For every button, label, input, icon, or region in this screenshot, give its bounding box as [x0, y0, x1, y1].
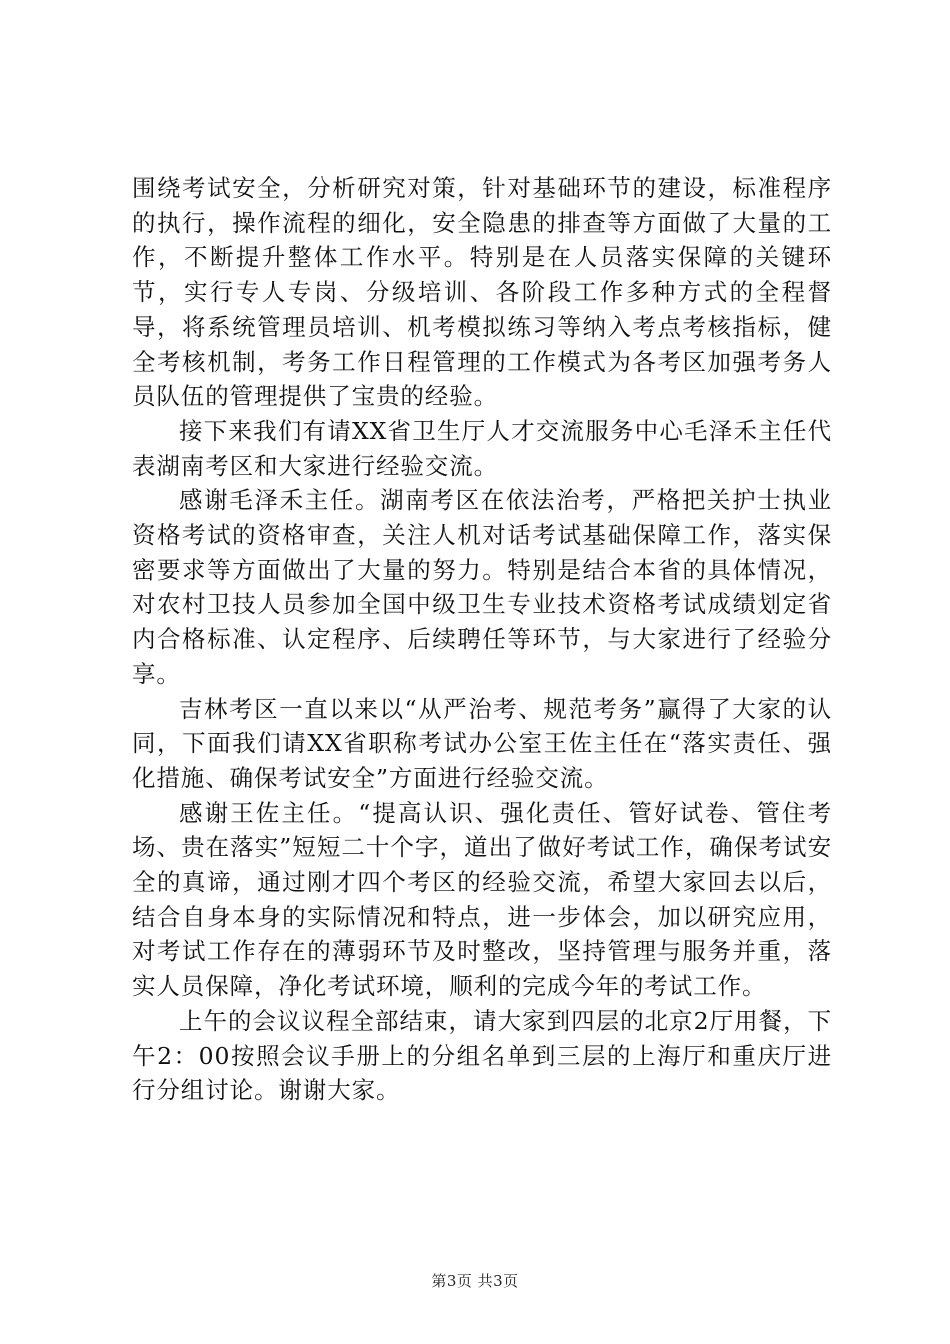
- document-body: [132, 171, 832, 1108]
- paragraph-continued: 围绕考试安全，分析研究对策，针对基础环节的建设，标准程序的执行，操作流程的细化，安全隐患的排查等方面做了大量的工作，不断提升整体工作水平。特别是在人员落实保障的关键环节，实行专人专岗、分级培训、各阶段工作多种方式的全程督导，将系统管理员培训、机考模拟练习等纳入考点考核指标，健全考核机制，考务工作日程管理的工作模式为各考区加强考务人员队伍的管理提供了宝贵的经验。: [132, 174, 832, 411]
- paragraph-jilin-thanks: 感谢王佐主任。“提高认识、强化责任、管好试卷、管住考场、贵在落实”短短二十个字，道出了做好考试工作，确保考试安全的真谛，通过刚才四个考区的经验交流，希望大家回去以后，结合自身本身的实际情况和特点，进一步体会，加以研究应用，对考试工作存在的薄弱环节及时整改，坚持管理与服务并重，落实人员保障，净化考试环境，顺利的完成今年的考试工作。: [132, 798, 832, 1001]
- paragraph-closing: 上午的会议议程全部结束，请大家到四层的北京2厅用餐，下午2：00按照会议手册上的分组名单到三层的上海厅和重庆厅进行分组讨论。谢谢大家。: [132, 1006, 832, 1105]
- page-footer: 第3页 共3页: [431, 1272, 519, 1290]
- paragraph-hunan-intro: 接下来我们有请XX省卫生厅人才交流服务中心毛泽禾主任代表湖南考区和大家进行经验交流。: [132, 416, 832, 480]
- paragraph-jilin-intro: 吉林考区一直以来以“从严治考、规范考务”赢得了大家的认同，下面我们请XX省职称考试办公室王佐主任在“落实责任、强化措施、确保考试安全”方面进行经验交流。: [132, 694, 832, 792]
- paragraph-hunan-thanks: 感谢毛泽禾主任。湖南考区在依法治考，严格把关护士执业资格考试的资格审查，关注人机对话考试基础保障工作，落实保密要求等方面做出了大量的努力。特别是结合本省的具体情况，对农村卫技人员参加全国中级卫生专业技术资格考试成绩划定省内合格标准、认定程序、后续聘任等环节，与大家进行了经验分享。: [132, 486, 832, 688]
